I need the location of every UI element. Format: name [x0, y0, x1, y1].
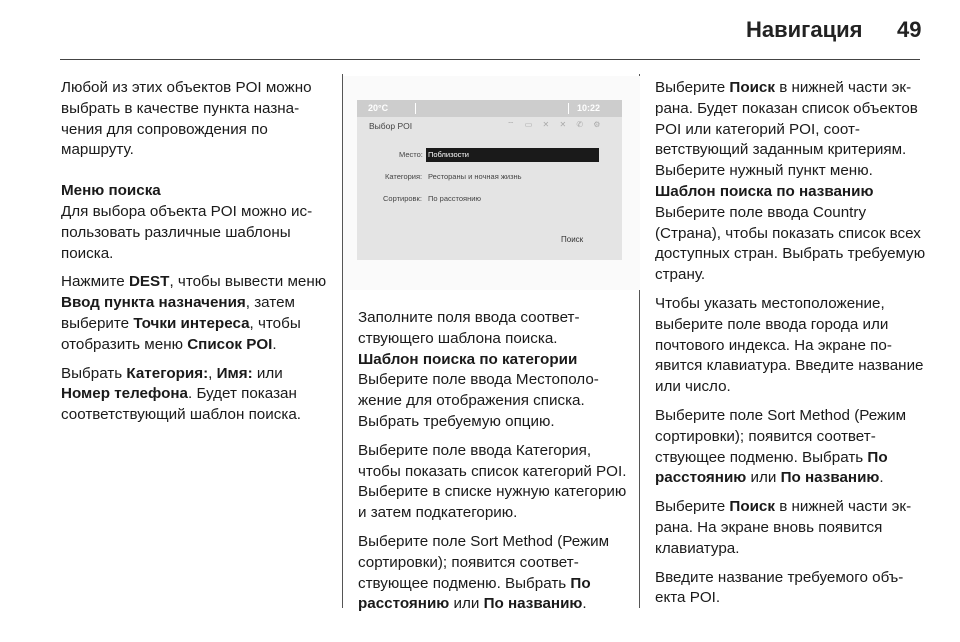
sort-method-paragraph: Выберите поле Sort Method (Режим сортировки); появится соответствующее подменю. Выбрать По расстоянию или По названию. — [358, 532, 610, 613]
name-template-heading: Шаблон поиска по названию — [655, 182, 874, 200]
screen-sort-label: Сортировк: — [383, 194, 422, 203]
screen-sort-value: По расстоянию — [428, 194, 482, 203]
screen-title: Выбор POI — [369, 121, 413, 131]
screen-separator — [568, 103, 569, 114]
search-keyboard-paragraph: Выберите Поиск в нижней части экрана. На экране вновь появится клавиатура. — [655, 498, 912, 557]
screen-category-label: Категория: — [385, 172, 423, 181]
search-menu-heading: Меню поиска — [61, 182, 161, 200]
page-header-title: Навигация — [746, 17, 863, 42]
screen-status-icons: ⌔ ▭ ✕ ✕ ✆ ⚙ — [507, 120, 605, 129]
screen-status-bar — [357, 100, 622, 117]
select-template-paragraph: Выбрать Категория:, Имя: или Номер телефона. Будет показан соответствующий шаблон поиска. — [61, 364, 301, 424]
screen-temperature: 20°C — [368, 103, 389, 113]
text-column-1 — [61, 78, 331, 434]
category-paragraph-1: Выберите поле ввода Местоположение для отображения списка. Выбрать требуемую опцию. — [358, 371, 599, 430]
header-rule — [60, 59, 920, 60]
text-column-3 — [655, 78, 927, 617]
screen-separator — [415, 103, 416, 114]
search-result-paragraph: Выберите Поиск в нижней части экрана. Будет показан список объектов POI или категорий POI, соответствующий заданным критериям. Выберите нужный пункт меню. — [655, 79, 918, 180]
fill-fields-paragraph: Заполните поля ввода соответствующего шаблона поиска. — [358, 309, 580, 347]
location-paragraph: Чтобы указать местоположение, выберите поле ввода города или почтового индекса. На экране появится клавиатура. Введите название или число. — [655, 294, 924, 396]
sort-method-paragraph: Выберите поле Sort Method (Режим сортировки); появится соответствующее подменю. Выбрать По расстоянию или По названию. — [655, 406, 907, 487]
screen-place-field: Поблизости — [426, 148, 599, 162]
category-template-heading: Шаблон поиска по категории — [358, 350, 578, 368]
country-paragraph: Выберите поле ввода Country (Страна), чтобы показать список всех доступных стран. Выбрать требуемую страну. — [655, 203, 926, 284]
screen-clock: 10:22 — [577, 103, 601, 113]
text-column-2 — [358, 308, 628, 623]
page-number: 49 — [897, 17, 922, 42]
enter-name-paragraph: Введите название требуемого объекта POI. — [655, 568, 904, 607]
screen-place-label: Место: — [399, 150, 423, 159]
screen-search-button: Поиск — [561, 235, 584, 244]
category-paragraph-2: Выберите поле ввода Категория, чтобы показать список категорий POI. Выберите в списке нужную категорию и затем подкатегорию. — [358, 441, 627, 522]
search-menu-paragraph: Для выбора объекта POI можно использовать различные шаблоны поиска. — [61, 202, 313, 262]
screen-category-value: Рестораны и ночная жизнь — [428, 172, 522, 181]
press-dest-paragraph: Нажмите DEST, чтобы вывести меню Ввод пункта назначения, затем выберите Точки интереса, чтобы отобразить меню Список POI. — [61, 273, 327, 353]
poi-screen-image — [357, 100, 622, 260]
intro-paragraph: Любой из этих объектов POI можно выбрать в качестве пункта назначения для сопровождения по маршруту. — [61, 79, 312, 159]
